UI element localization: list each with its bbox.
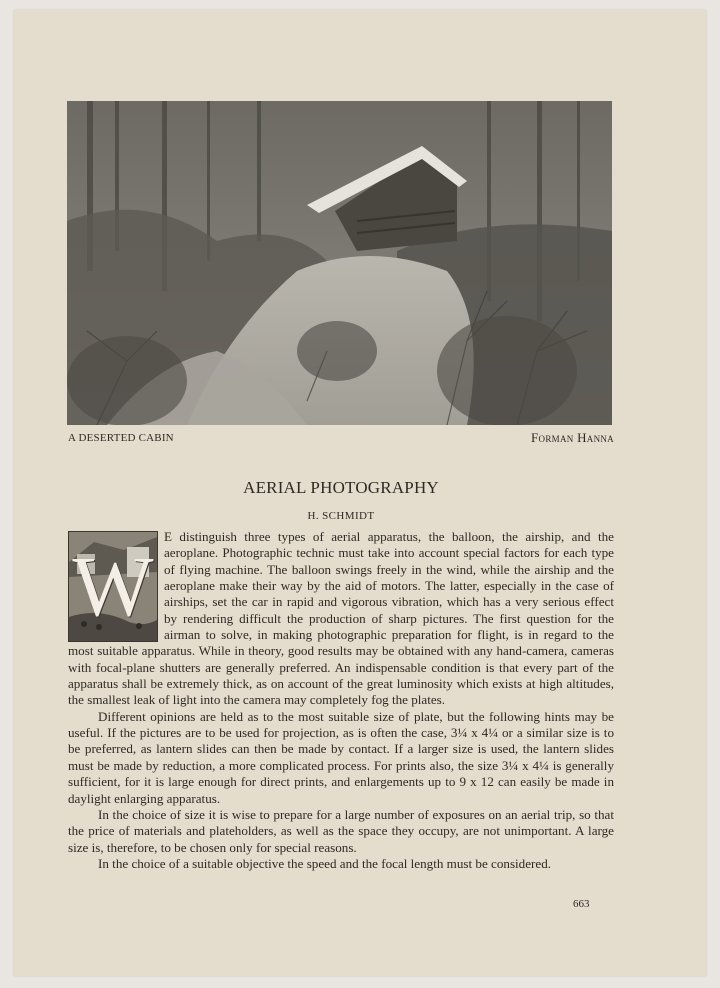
drop-cap xyxy=(68,531,158,642)
paragraph-1 xyxy=(68,529,614,709)
page-number: 663 xyxy=(573,898,590,910)
paragraph-1-text: E distinguish three types of aerial apparatus, the balloon, the airship, and the aeroplane. Photographic technic must take into account special factors for each type of flying machine. The balloon swings freely in the wind, while the airship and the aeroplane make their way by the aid of motors. The latter, especially in the case of airships, set the car in rapid and vigorous vibration, which has a very serious effect by rendering difficult the production of sharp pictures. The first question for the airman to solve, in making photographic preparation for flight, is in regard to the most suitable apparatus. While in theory, good results may be obtained with any hand-camera, cameras with focal-plane shutters are generally preferred. An indispensable condition is that every part of the apparatus shall be extremely thick, as on account of the great luminosity which exists at high altitudes, the smallest leak of light into the camera may completely fog the plates. xyxy=(68,529,614,708)
article-author: H. SCHMIDT xyxy=(307,510,375,522)
article-title: AERIAL PHOTOGRAPHY xyxy=(243,478,439,497)
photo-caption-title: A DESERTED CABIN xyxy=(68,432,174,444)
paragraph-2: Different opinions are held as to the most suitable size of plate, but the following hints may be useful. If the pictures are to be used for projection, as is often the case, 3¼ x 4¼ or a similar size is to be preferred, as lantern slides can then be made by contact. If a larger size is used, the lantern slides must be made by reduction, a more complicated process. For prints also, the size 3¼ x 4¼ is generally sufficient, for it is large enough for direct prints, and enlargements up to 9 x 12 can easily be made in daylight enlarging apparatus. xyxy=(68,708,614,806)
article-body xyxy=(68,529,614,872)
paragraph-3: In the choice of size it is wise to prepare for a large number of exposures on an aerial trip, so that the price of materials and plateholders, as well as the space they occupy, are not unimportant. A large size is, therefore, to be chosen only for special reasons. xyxy=(68,806,614,855)
photo-caption-credit: Forman Hanna xyxy=(531,430,614,445)
cabin-photograph xyxy=(67,101,612,425)
paragraph-4: In the choice of a suitable objective the speed and the focal length must be considered. xyxy=(98,855,552,871)
drop-cap-letter: W xyxy=(72,538,154,634)
cabin-photograph-image xyxy=(67,101,612,425)
